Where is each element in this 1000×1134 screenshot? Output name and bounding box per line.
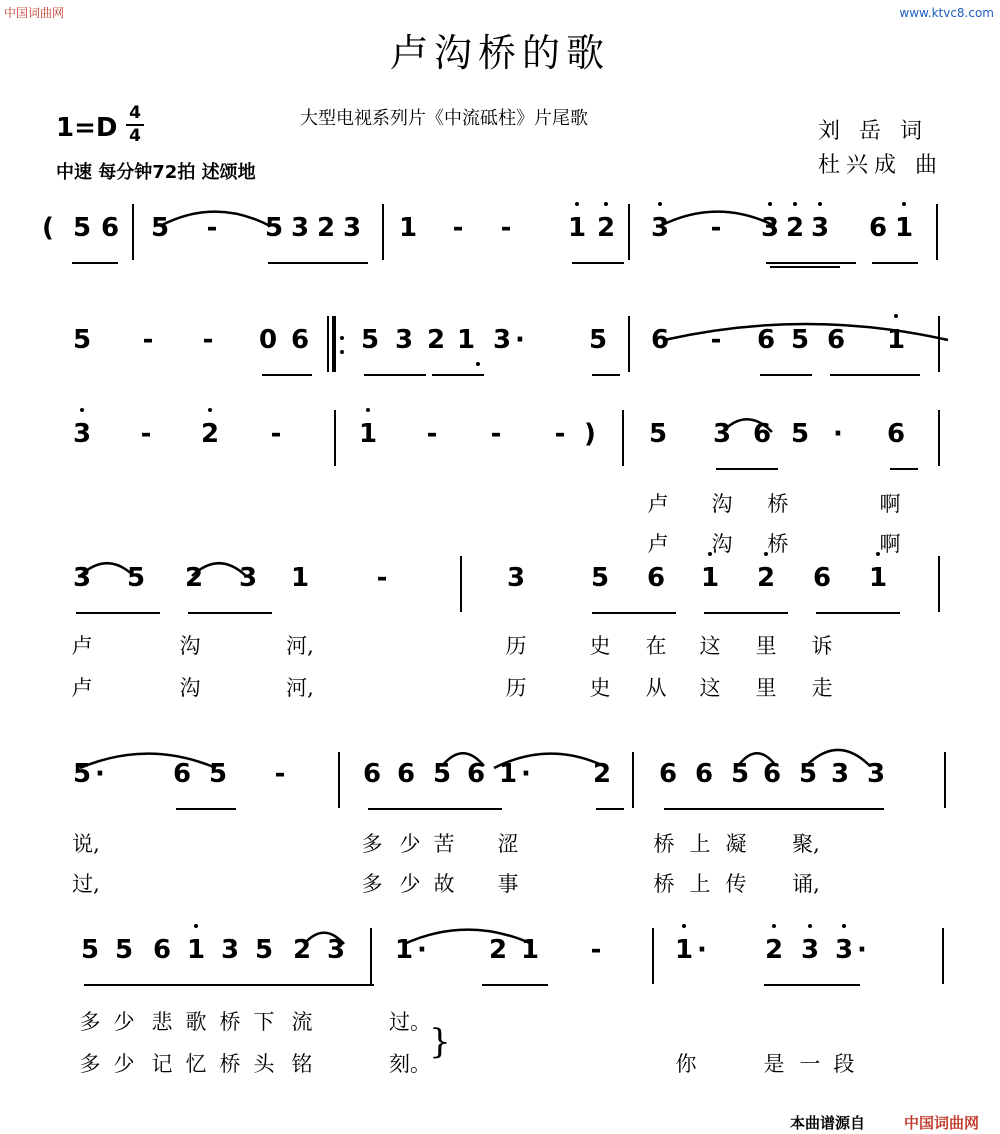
song-title: 卢沟桥的歌: [389, 31, 610, 75]
note-r6-16: 3: [800, 935, 820, 965]
octave-dot-r6-3: [194, 924, 198, 928]
note-r4-9: 1: [700, 563, 720, 593]
lyric-l6a-2: 悲: [151, 1010, 173, 1034]
beam-underline-12: [716, 468, 778, 470]
octave-dot-r1-17: [793, 202, 797, 206]
lyric-l6b-11: 一: [799, 1052, 821, 1076]
lyric-l6b-1: 少: [113, 1052, 135, 1076]
beam-underline-0: [72, 262, 118, 264]
note-r3-2: 2: [200, 419, 220, 449]
note-r4-7: 5: [590, 563, 610, 593]
note-r5-14: 5: [730, 759, 750, 789]
beam-underline-2: [572, 262, 624, 264]
lyric-l6b-9: 你: [675, 1052, 697, 1076]
note-r3-1: -: [140, 419, 152, 449]
lyric-l6a-3: 歌: [185, 1010, 207, 1034]
note-r5-0: 5: [72, 759, 92, 789]
barline-4: [628, 316, 630, 372]
lyric-l5b-6: 上: [689, 872, 711, 896]
lyric-l4b-0: 卢: [71, 676, 93, 700]
slur-5: [192, 560, 246, 576]
slur-7: [442, 750, 484, 766]
lyric-l5b-7: 传: [725, 872, 747, 896]
repeat-bar-1: [332, 316, 336, 372]
note-r2-17: 1: [886, 325, 906, 355]
beam-underline-3: [766, 262, 856, 264]
slur-1: [660, 208, 775, 226]
note-r3-13: ·: [833, 419, 843, 449]
note-r5-11: 2: [592, 759, 612, 789]
note-r2-2: -: [202, 325, 214, 355]
note-r4-2: 2: [184, 563, 204, 593]
note-r6-17: 3: [834, 935, 854, 965]
lyric-l4a-5: 在: [645, 634, 667, 658]
note-r4-12: 1: [868, 563, 888, 593]
note-r5-18: 3: [866, 759, 886, 789]
note-r6-6: 2: [292, 935, 312, 965]
note-r2-12: 6: [650, 325, 670, 355]
repeat-dot-bottom: [340, 350, 344, 354]
lyricist-credit: 刘 岳 词: [818, 119, 928, 144]
beam-underline-24: [482, 984, 548, 986]
beam-underline-8: [432, 374, 484, 376]
watermark-right: www.ktvc8.com: [899, 6, 994, 20]
note-r2-0: 5: [72, 325, 92, 355]
lyric-l5b-3: 故: [433, 872, 455, 896]
lyric-l5b-8: 诵,: [792, 872, 820, 896]
note-r6-15: 2: [764, 935, 784, 965]
lyric-l6b-5: 头: [253, 1052, 275, 1076]
lyric-l5a-3: 苦: [433, 832, 455, 856]
note-r3-9: 5: [648, 419, 668, 449]
note-r1-14: 3: [650, 213, 670, 243]
octave-dot-r1-18: [818, 202, 822, 206]
tempo-marking: 中速 每分钟72拍 述颂地: [56, 162, 256, 183]
lyric-l5a-4: 涩: [497, 832, 519, 856]
note-r3-3: -: [270, 419, 282, 449]
note-r4-6: 3: [506, 563, 526, 593]
subtitle: 大型电视系列片《中流砥柱》片尾歌: [300, 108, 588, 129]
watermark-left: 中国词曲网: [4, 6, 65, 20]
barline-1: [382, 204, 384, 260]
lyric-l6b-4: 桥: [219, 1052, 241, 1076]
beam-underline-15: [188, 612, 272, 614]
beam-underline-22: [664, 808, 884, 810]
beam-underline-17: [704, 612, 788, 614]
note-r3-14: 6: [886, 419, 906, 449]
lyric-l4a-1: 沟: [179, 634, 201, 658]
lyric-l3a-2: 桥: [767, 492, 789, 516]
note-r2-1: -: [142, 325, 154, 355]
note-r5-4: -: [274, 759, 286, 789]
lyric-l5a-6: 上: [689, 832, 711, 856]
lyric-l4a-3: 历: [505, 634, 527, 658]
barline-16: [942, 928, 944, 984]
note-r5-13: 6: [694, 759, 714, 789]
note-r6-4: 3: [220, 935, 240, 965]
note-r3-12: 5: [790, 419, 810, 449]
lyric-l3b-1: 沟: [711, 532, 733, 556]
beam-underline-20: [368, 808, 502, 810]
beam-underline-14: [76, 612, 160, 614]
note-r1-1: 5: [72, 213, 92, 243]
note-r3-11: 6: [752, 419, 772, 449]
barline-10: [938, 556, 940, 612]
note-r1-2: 6: [100, 213, 120, 243]
note-r2-5: 5: [360, 325, 380, 355]
note-r6-2: 6: [152, 935, 172, 965]
lyric-l6b-0: 多: [79, 1052, 101, 1076]
note-r3-7: -: [554, 419, 566, 449]
lyric-l5b-4: 事: [497, 872, 519, 896]
lyric-l3a-3: 啊: [879, 492, 901, 516]
lyric-l5a-7: 凝: [725, 832, 747, 856]
note-r6-7: 3: [326, 935, 346, 965]
octave-dot-r3-0: [80, 408, 84, 412]
lyric-l4a-8: 诉: [811, 634, 833, 658]
note-r1-15: -: [710, 213, 722, 243]
note-r3-10: 3: [712, 419, 732, 449]
slur-10: [806, 746, 870, 766]
lyric-l4b-3: 历: [505, 676, 527, 700]
beam-underline-1: [268, 262, 368, 264]
barline-8: [938, 410, 940, 466]
composer-credit: 杜兴成 曲: [818, 153, 943, 178]
note-r6-0: 5: [80, 935, 100, 965]
note-r5-17: 3: [830, 759, 850, 789]
octave-dot-r6-16: [808, 924, 812, 928]
lyric-l4a-2: 河,: [286, 634, 314, 658]
note-r3-8: ): [584, 419, 596, 449]
lyric-l4a-7: 里: [755, 634, 777, 658]
octave-dot-r1-16: [768, 202, 772, 206]
note-r6-9: ·: [417, 935, 427, 965]
beam-underline-21: [596, 808, 624, 810]
lyric-l6a-4: 桥: [219, 1010, 241, 1034]
note-r6-8: 1: [394, 935, 414, 965]
lyric-l5b-2: 少: [399, 872, 421, 896]
note-r2-3: 0: [258, 325, 278, 355]
lyric-l6b-7: 刻。: [389, 1052, 431, 1076]
octave-dot-r1-14: [658, 202, 662, 206]
lyric-l4a-0: 卢: [71, 634, 93, 658]
footer-site: 中国词曲网: [904, 1114, 980, 1132]
note-r5-12: 6: [658, 759, 678, 789]
beam-underline-11: [830, 374, 920, 376]
note-r1-8: 3: [342, 213, 362, 243]
beam-underline-25: [764, 984, 860, 986]
slur-0: [160, 208, 270, 226]
note-r1-20: 1: [894, 213, 914, 243]
note-r1-13: 2: [596, 213, 616, 243]
note-r4-1: 5: [126, 563, 146, 593]
note-r1-17: 2: [785, 213, 805, 243]
slur-6: [80, 750, 216, 768]
beam-underline-16: [592, 612, 676, 614]
beam-underline-23: [84, 984, 374, 986]
note-r3-0: 3: [72, 419, 92, 449]
note-r6-10: 2: [488, 935, 508, 965]
lyric-l6b-12: 段: [833, 1052, 855, 1076]
note-r1-6: 3: [290, 213, 310, 243]
beam-underline-18: [816, 612, 900, 614]
note-r5-8: 6: [466, 759, 486, 789]
note-r5-3: 5: [208, 759, 228, 789]
note-r4-8: 6: [646, 563, 666, 593]
note-r3-6: -: [490, 419, 502, 449]
note-r5-16: 5: [798, 759, 818, 789]
note-r2-11: 5: [588, 325, 608, 355]
octave-dot-r6-15: [772, 924, 776, 928]
lyric-l6a-1: 少: [113, 1010, 135, 1034]
repeat-bar-0: [327, 316, 329, 372]
lyric-l6b-10: 是: [763, 1052, 785, 1076]
note-r3-5: -: [426, 419, 438, 449]
time-signature: [124, 104, 146, 146]
lyric-l4a-4: 史: [589, 634, 611, 658]
note-r2-4: 6: [290, 325, 310, 355]
note-r1-12: 1: [567, 213, 587, 243]
octave-dot-r2-17: [894, 314, 898, 318]
note-r4-4: 1: [290, 563, 310, 593]
note-r6-11: 1: [520, 935, 540, 965]
slur-9: [738, 750, 776, 766]
lyric-l4a-6: 这: [699, 634, 721, 658]
footer-source: 本曲谱源自: [790, 1114, 866, 1132]
note-r5-6: 6: [396, 759, 416, 789]
lyric-l6b-6: 铭: [291, 1052, 313, 1076]
lyric-l5b-5: 桥: [653, 872, 675, 896]
octave-dot-r1-13: [604, 202, 608, 206]
note-r2-14: 6: [756, 325, 776, 355]
key-signature: 1=D: [56, 113, 118, 143]
beam-underline-10: [760, 374, 812, 376]
lyric-l4b-7: 里: [755, 676, 777, 700]
slur-12: [404, 926, 532, 944]
time-bottom: 4: [129, 126, 141, 146]
note-r5-9: 1: [498, 759, 518, 789]
note-r2-9: 3: [492, 325, 512, 355]
barline-14: [370, 928, 372, 984]
lyric-l6a-5: 下: [253, 1010, 275, 1034]
octave-dot-r6-13: [682, 924, 686, 928]
lyric-l5a-8: 聚,: [792, 832, 820, 856]
lyric-l6a-0: 多: [79, 1010, 101, 1034]
beam-underline-7: [364, 374, 426, 376]
aug-dot-0: [476, 362, 480, 366]
note-r6-5: 5: [254, 935, 274, 965]
lyric-l3b-0: 卢: [647, 532, 669, 556]
barline-2: [628, 204, 630, 260]
note-r1-9: 1: [398, 213, 418, 243]
note-r1-0: (: [42, 213, 54, 243]
slur-8: [494, 750, 608, 768]
beam-underline-13: [890, 468, 918, 470]
lyric-l6a-7: 过。: [389, 1010, 431, 1034]
note-r4-0: 3: [72, 563, 92, 593]
lyric-l3b-3: 啊: [879, 532, 901, 556]
barline-15: [652, 928, 654, 984]
note-r1-3: 5: [150, 213, 170, 243]
lyric-l5b-1: 多: [361, 872, 383, 896]
note-r5-2: 6: [172, 759, 192, 789]
note-r1-19: 6: [868, 213, 888, 243]
lyric-l4b-1: 沟: [179, 676, 201, 700]
lyric-l4b-5: 从: [645, 676, 667, 700]
note-r1-5: 5: [264, 213, 284, 243]
octave-dot-r3-2: [208, 408, 212, 412]
note-r2-15: 5: [790, 325, 810, 355]
slur-3: [722, 416, 772, 432]
lyric-l5a-1: 多: [361, 832, 383, 856]
beam-underline-5: [872, 262, 918, 264]
lyric-l4b-6: 这: [699, 676, 721, 700]
beam-underline-4: [770, 266, 840, 268]
barline-6: [334, 410, 336, 466]
octave-dot-r1-12: [575, 202, 579, 206]
barline-9: [460, 556, 462, 612]
note-r2-10: ·: [515, 325, 525, 355]
lyric-l6b-2: 记: [151, 1052, 173, 1076]
note-r2-13: -: [710, 325, 722, 355]
note-r5-1: ·: [95, 759, 105, 789]
note-r5-10: ·: [521, 759, 531, 789]
repeat-dot-top: [340, 336, 344, 340]
note-r2-16: 6: [826, 325, 846, 355]
time-top: 4: [129, 103, 141, 123]
lyric-l5a-0: 说,: [72, 832, 100, 856]
slur-4: [80, 560, 134, 576]
note-r3-4: 1: [358, 419, 378, 449]
note-r1-4: -: [206, 213, 218, 243]
note-r1-16: 3: [760, 213, 780, 243]
note-r6-12: -: [590, 935, 602, 965]
slur-2: [664, 320, 948, 340]
note-r1-7: 2: [316, 213, 336, 243]
note-r1-18: 3: [810, 213, 830, 243]
lyric-l4b-4: 史: [589, 676, 611, 700]
slur-11: [304, 930, 344, 944]
lyric-l4b-2: 河,: [286, 676, 314, 700]
beam-underline-9: [592, 374, 620, 376]
note-r5-5: 6: [362, 759, 382, 789]
barline-0: [132, 204, 134, 260]
note-r4-3: 3: [238, 563, 258, 593]
octave-dot-r1-20: [902, 202, 906, 206]
note-r5-7: 5: [432, 759, 452, 789]
lyric-l6b-8: }: [429, 1022, 451, 1062]
note-r5-15: 6: [762, 759, 782, 789]
note-r6-3: 1: [186, 935, 206, 965]
lyric-l6b-3: 忆: [185, 1052, 207, 1076]
beam-underline-19: [176, 808, 236, 810]
note-r4-5: -: [376, 563, 388, 593]
lyric-l3a-0: 卢: [647, 492, 669, 516]
note-r2-8: 1: [456, 325, 476, 355]
beam-underline-6: [262, 374, 312, 376]
lyric-l5a-2: 少: [399, 832, 421, 856]
barline-3: [936, 204, 938, 260]
lyric-l6a-6: 流: [291, 1010, 313, 1034]
note-r4-10: 2: [756, 563, 776, 593]
note-r2-7: 2: [426, 325, 446, 355]
octave-dot-r6-17: [842, 924, 846, 928]
barline-12: [632, 752, 634, 808]
barline-13: [944, 752, 946, 808]
note-r1-10: -: [452, 213, 464, 243]
barline-11: [338, 752, 340, 808]
lyric-l4b-8: 走: [811, 676, 833, 700]
note-r6-14: ·: [697, 935, 707, 965]
lyric-l3b-2: 桥: [767, 532, 789, 556]
note-r6-13: 1: [674, 935, 694, 965]
note-r1-11: -: [500, 213, 512, 243]
barline-7: [622, 410, 624, 466]
note-r4-11: 6: [812, 563, 832, 593]
note-r2-6: 3: [394, 325, 414, 355]
lyric-l3a-1: 沟: [711, 492, 733, 516]
note-r6-1: 5: [114, 935, 134, 965]
octave-dot-r3-4: [366, 408, 370, 412]
lyric-l5a-5: 桥: [653, 832, 675, 856]
note-r6-18: ·: [857, 935, 867, 965]
lyric-l5b-0: 过,: [72, 872, 100, 896]
